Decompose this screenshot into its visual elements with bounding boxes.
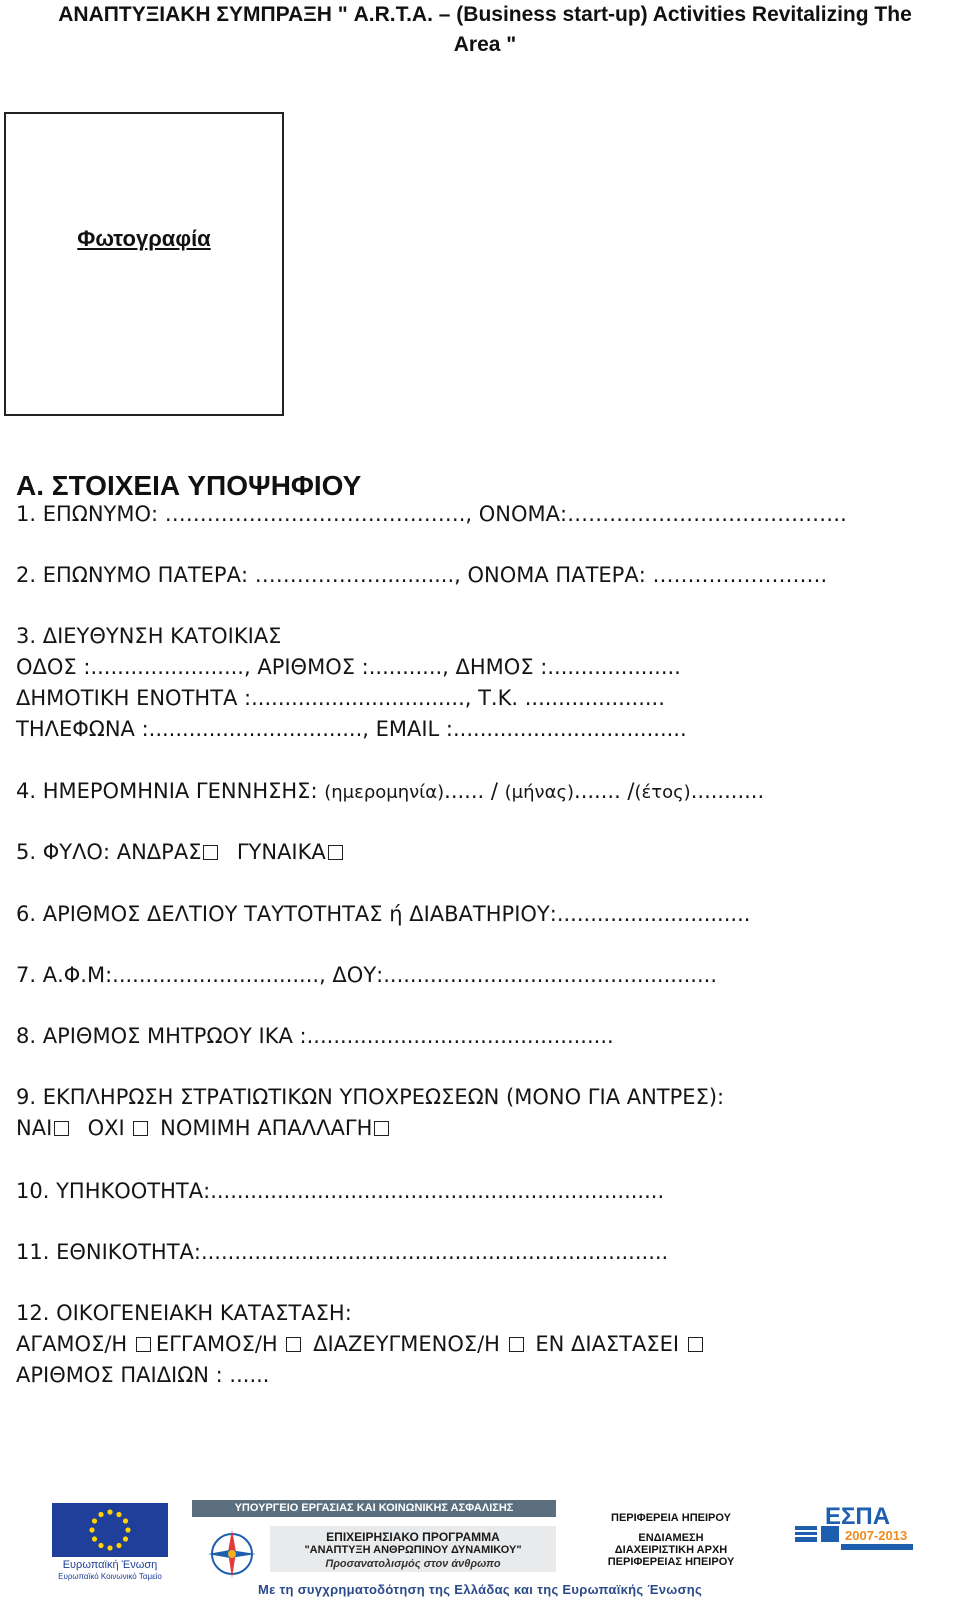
field-children[interactable]: ΑΡΙΘΜΟΣ ΠΑΙΔΙΩΝ : ...... — [16, 1363, 270, 1387]
field-address-unit[interactable]: ΔΗΜΟΤΙΚΗ ΕΝΟΤΗΤΑ :................................, Τ.Κ. ..................... — [16, 686, 665, 710]
birth-date-label: 4. ΗΜΕΡΟΜΗΝΙΑ ΓΕΝΝΗΣΗΣ: — [16, 779, 325, 803]
military-exempt-checkbox[interactable] — [374, 1121, 389, 1136]
marital-divorced-label: ΔΙΑΖΕΥΓΜΕΝΟΣ/Η — [313, 1332, 500, 1356]
eu-caption-sub: Ευρωπαϊκό Κοινωνικό Ταμείο — [58, 1572, 162, 1581]
cofunding-credit: Με τη συγχρηματοδότηση της Ελλάδας και της Ευρωπαϊκής Ένωσης — [257, 1582, 703, 1597]
header-title-line2: Area " — [453, 33, 517, 56]
espa-logo — [795, 1504, 915, 1564]
marital-single-label: ΑΓΑΜΟΣ/Η — [16, 1332, 128, 1356]
photo-label: Φωτογραφία — [77, 226, 211, 251]
photo-placeholder-box[interactable] — [4, 112, 284, 416]
field-military-options — [16, 1112, 394, 1144]
birth-sep1: ...... / — [444, 779, 505, 803]
field-phone-email[interactable]: ΤΗΛΕΦΩΝΑ :................................, EMAIL :................................... — [16, 717, 687, 741]
programme-line2: "ΑΝΑΠΤΥΞΗ ΑΝΘΡΩΠΙΝΟΥ ΔΥΝΑΜΙΚΟΥ" — [304, 1544, 522, 1556]
military-exempt-label: ΝΟΜΙΜΗ ΑΠΑΛΛΑΓΗ — [160, 1116, 373, 1140]
document-header — [20, 0, 950, 60]
ministry-banner: ΥΠΟΥΡΓΕΙΟ ΕΡΓΑΣΙΑΣ ΚΑΙ ΚΟΙΝΩΝΙΚΗΣ ΑΣΦΑΛΙΣΗΣ — [192, 1500, 556, 1517]
field-citizenship[interactable]: 10. ΥΠΗΚΟΟΤΗΤΑ:.................................................................... — [16, 1179, 665, 1203]
region-title: ΠΕΡΙΦΕΡΕΙΑ ΗΠΕΙΡΟΥ — [611, 1512, 731, 1524]
birth-sep2: ....... / — [574, 779, 635, 803]
birth-year-label: (έτος) — [634, 782, 691, 803]
programme-line3: Προσανατολισμός στον άνθρωπο — [325, 1558, 501, 1570]
field-address-title: 3. ΔΙΕΥΘΥΝΣΗ ΚΑΤΟΙΚΙΑΣ — [16, 624, 282, 648]
military-no-checkbox[interactable] — [133, 1121, 148, 1136]
field-marital-options — [16, 1328, 708, 1360]
marital-divorced-checkbox[interactable] — [509, 1337, 524, 1352]
birth-day-label: (ημερομηνία) — [324, 782, 445, 803]
eu-stars-icon — [52, 1503, 168, 1557]
field-tax-number[interactable]: 7. Α.Φ.Μ:..............................., ΔΟΥ:.................................................. — [16, 963, 717, 987]
field-surname-name[interactable]: 1. ΕΠΩΝΥΜΟ: ……………………………………., ΟΝΟΜΑ:…………………………………. — [16, 502, 847, 526]
military-yes-label: ΝΑΙ — [16, 1116, 53, 1140]
programme-line1: ΕΠΙΧΕΙΡΗΣΙΑΚΟ ΠΡΟΓΡΑΜΜΑ — [326, 1530, 500, 1544]
espa-years: 2007-2013 — [845, 1528, 908, 1543]
gender-male-checkbox[interactable] — [203, 845, 218, 860]
marital-married-checkbox[interactable] — [286, 1337, 301, 1352]
field-marital-title: 12. ΟΙΚΟΓΕΝΕΙΑΚΗ ΚΑΤΑΣΤΑΣΗ: — [16, 1301, 352, 1325]
birth-month-label: (μήνας) — [504, 782, 575, 803]
field-military-title: 9. ΕΚΠΛΗΡΩΣΗ ΣΤΡΑΤΙΩΤΙΚΩΝ ΥΠΟΧΡΕΩΣΕΩΝ (ΜΟΝΟ ΓΙΑ ΑΝΤΡΕΣ): — [16, 1085, 725, 1109]
gender-male-label: ΑΝΔΡΑΣ — [116, 840, 202, 864]
compass-rose-icon — [196, 1522, 268, 1582]
region-line2: ΔΙΑΧΕΙΡΙΣΤΙΚΗ ΑΡΧΗ — [614, 1544, 728, 1556]
field-nationality[interactable]: 11. ΕΘΝΙΚΟΤΗΤΑ:...................................................................... — [16, 1240, 669, 1264]
military-no-label: ΟΧΙ — [87, 1116, 125, 1140]
region-line1: ΕΝΔΙΑΜΕΣΗ — [638, 1532, 704, 1544]
marital-married-label: ΕΓΓΑΜΟΣ/Η — [155, 1332, 278, 1356]
header-title-line1: ΑΝΑΠΤΥΞΙΑΚΗ ΣΥΜΠΡΑΞΗ " A.R.T.A. – (Business start-up) Activities Revitalizing The — [58, 3, 912, 26]
field-birth-date[interactable] — [16, 775, 764, 809]
field-father-name[interactable]: 2. ΕΠΩΝΥΜΟ ΠΑΤΕΡΑ: ………………..........., ΟΝΟΜΑ ΠΑΤΕΡΑ: ……………………. — [16, 563, 828, 587]
field-id-number[interactable]: 6. ΑΡΙΘΜΟΣ ΔΕΛΤΙΟΥ ΤΑΥΤΟΤΗΤΑΣ ή ΔΙΑΒΑΤΗΡΙΟΥ:............................. — [16, 902, 751, 926]
gender-female-checkbox[interactable] — [328, 845, 343, 860]
espa-logo-text: ΕΣΠΑ — [825, 1504, 891, 1530]
region-line3: ΠΕΡΙΦΕΡΕΙΑΣ ΗΠΕΙΡΟΥ — [607, 1556, 735, 1568]
eu-flag-logo — [52, 1503, 168, 1557]
marital-single-checkbox[interactable] — [136, 1337, 151, 1352]
marital-separated-checkbox[interactable] — [688, 1337, 703, 1352]
section-title: Α. ΣΤΟΙΧΕΙΑ ΥΠΟΨΗΦΙΟΥ — [16, 470, 362, 501]
eu-caption — [46, 1559, 174, 1583]
gender-label: 5. ΦΥΛΟ: — [16, 840, 117, 864]
field-address-street[interactable]: ΟΔΟΣ :......................., ΑΡΙΘΜΟΣ :..........., ΔΗΜΟΣ :.................... — [16, 655, 681, 679]
gender-female-label: ΓΥΝΑΙΚΑ — [236, 840, 326, 864]
field-ika-number[interactable]: 8. ΑΡΙΘΜΟΣ ΜΗΤΡΩΟΥ ΙΚΑ :.............................................. — [16, 1024, 614, 1048]
field-gender — [16, 836, 348, 868]
footer-logos — [0, 1498, 960, 1599]
eu-caption-main: Ευρωπαϊκή Ένωση — [62, 1559, 158, 1571]
military-yes-checkbox[interactable] — [54, 1121, 69, 1136]
birth-end: ........... — [690, 779, 765, 803]
marital-separated-label: ΕΝ ΔΙΑΣΤΑΣΕΙ — [535, 1332, 680, 1356]
